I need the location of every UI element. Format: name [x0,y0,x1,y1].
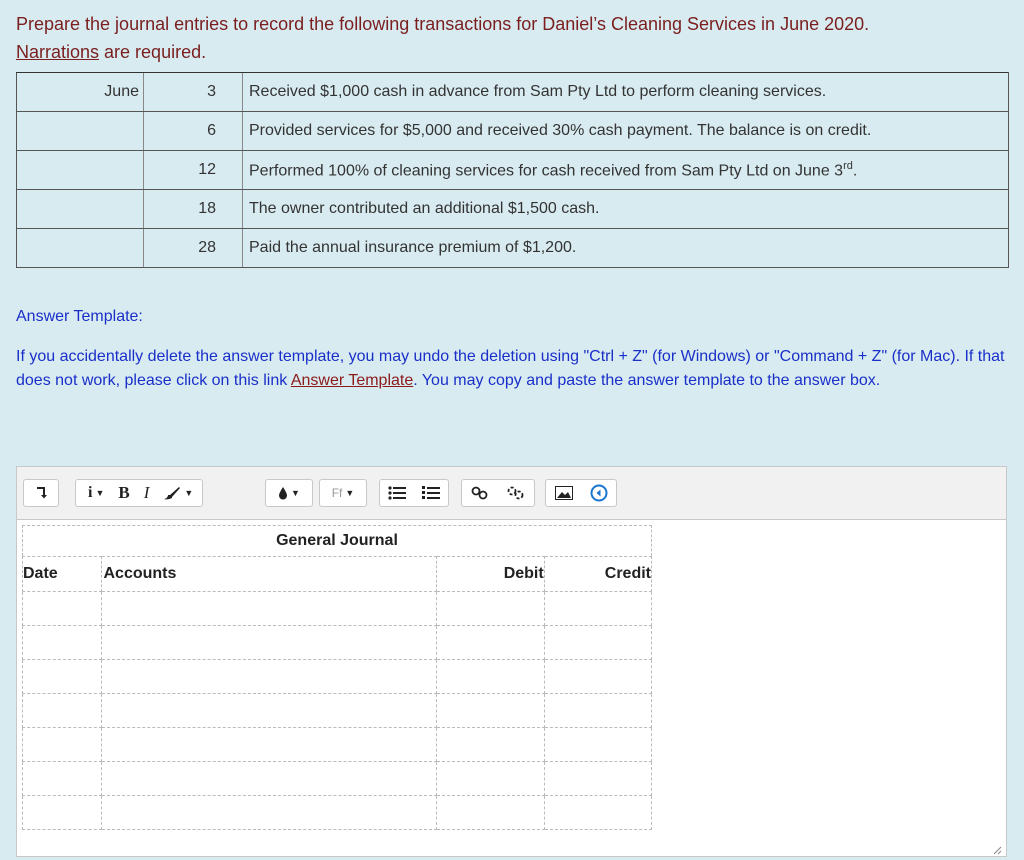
accounts-cell[interactable] [101,694,437,728]
journal-row[interactable] [23,728,652,762]
numbered-list-icon[interactable] [422,486,440,500]
accounts-cell[interactable] [101,762,437,796]
table-row [17,73,1009,112]
debit-cell[interactable] [437,592,544,626]
link-group [461,479,535,507]
accounts-cell[interactable] [101,796,437,830]
date-cell[interactable] [23,592,102,626]
journal-title: General Journal [22,525,652,556]
journal-row[interactable] [23,762,652,796]
month-cell: June [17,73,144,112]
credit-cell[interactable] [544,660,651,694]
paragraph-icon [35,486,47,500]
debit-header: Debit [437,557,544,592]
description-cell [243,151,1009,190]
narrations-rest: are required. [99,42,207,62]
journal-row[interactable] [23,796,652,830]
color-button[interactable] [265,479,313,507]
date-cell[interactable] [23,660,102,694]
color-drop-icon: ▼ [278,486,300,500]
journal-row[interactable] [23,592,652,626]
rich-text-editor[interactable] [16,466,1007,857]
font-family-button[interactable] [319,479,367,507]
description-text: Performed 100% of cleaning services for cash received from Sam Pty Ltd on June 3 [249,162,844,180]
date-cell[interactable] [23,694,102,728]
month-cell [17,151,144,190]
day-cell: 3 [144,73,243,112]
brush-button[interactable] [163,486,193,500]
accounts-cell[interactable] [101,660,437,694]
bullet-list-icon[interactable] [388,486,406,500]
brush-icon [163,486,181,500]
day-cell: 28 [144,229,243,268]
narrations-word: Narrations [16,42,100,62]
accounts-cell[interactable] [101,592,437,626]
debit-cell[interactable] [437,694,544,728]
month-cell [17,190,144,229]
description-cell: Provided services for $5,000 and received 30% cash payment. The balance is on credit. [243,112,1009,151]
ordinal-suffix: rd [843,159,853,172]
accounts-cell[interactable] [101,626,437,660]
table-row [17,112,1009,151]
credit-cell[interactable] [544,626,651,660]
description-cell: The owner contributed an additional $1,500 cash. [243,190,1009,229]
credit-cell[interactable] [544,762,651,796]
credit-header: Credit [544,557,651,592]
instructions-before: If you accidentally delete the answer template, you may undo the deletion using "Ctrl + Z" (for Windows) or "Command + Z" (for Mac). If that does not work, please click on this link [16,348,1005,389]
date-cell[interactable] [23,626,102,660]
font-icon: Ff ▼ [331,486,355,500]
credit-cell[interactable] [544,592,651,626]
instructions-after: . You may copy and paste the answer template to the answer box. [413,372,881,389]
question-prompt [16,10,1006,66]
paragraph-button[interactable] [23,479,59,507]
info-button[interactable]: i ▼ [88,484,105,501]
narrations-line [16,38,1006,66]
unlink-icon[interactable] [507,486,525,500]
date-cell[interactable] [23,796,102,830]
description-cell: Paid the annual insurance premium of $1,200. [243,229,1009,268]
media-group [545,479,617,507]
journal-row[interactable] [23,626,652,660]
day-cell: 12 [144,151,243,190]
accounts-cell[interactable] [101,728,437,762]
media-play-icon[interactable] [590,484,608,502]
format-group [75,479,203,507]
debit-cell[interactable] [437,762,544,796]
description-cell: Received $1,000 cash in advance from Sam Pty Ltd to perform cleaning services. [243,73,1009,112]
credit-cell[interactable] [544,728,651,762]
general-journal-template[interactable] [22,525,652,830]
image-icon[interactable] [555,486,573,500]
credit-cell[interactable] [544,694,651,728]
accounts-header: Accounts [101,557,437,592]
link-icon[interactable] [471,486,489,500]
debit-cell[interactable] [437,796,544,830]
table-row [17,229,1009,268]
debit-cell[interactable] [437,626,544,660]
answer-instructions-text [16,345,1006,393]
list-group [379,479,449,507]
date-cell[interactable] [23,762,102,796]
credit-cell[interactable] [544,796,651,830]
journal-row[interactable] [23,660,652,694]
day-cell: 6 [144,112,243,151]
table-row [17,190,1009,229]
description-end: . [852,162,858,180]
debit-cell[interactable] [437,728,544,762]
transactions-table [16,72,1009,268]
chevron-down-icon: ▼ [95,488,105,498]
journal-table [22,556,652,830]
bold-button[interactable]: B [118,483,130,502]
journal-header-row [23,557,652,592]
answer-template-title: Answer Template: [16,308,143,325]
month-cell [17,229,144,268]
month-cell [17,112,144,151]
date-header: Date [23,557,102,592]
resize-handle-icon[interactable] [992,842,1002,852]
date-cell[interactable] [23,728,102,762]
debit-cell[interactable] [437,660,544,694]
answer-template-link[interactable]: Answer Template [290,372,414,389]
italic-button[interactable]: I [143,483,150,502]
prompt-text: Prepare the journal entries to record the following transactions for Daniel’s Cleaning Services in June 2020. [16,14,870,34]
day-cell: 18 [144,190,243,229]
editor-toolbar [17,467,1006,520]
table-row [17,151,1009,190]
answer-instructions [16,305,1006,393]
chevron-down-icon: ▼ [184,488,194,498]
journal-row[interactable] [23,694,652,728]
